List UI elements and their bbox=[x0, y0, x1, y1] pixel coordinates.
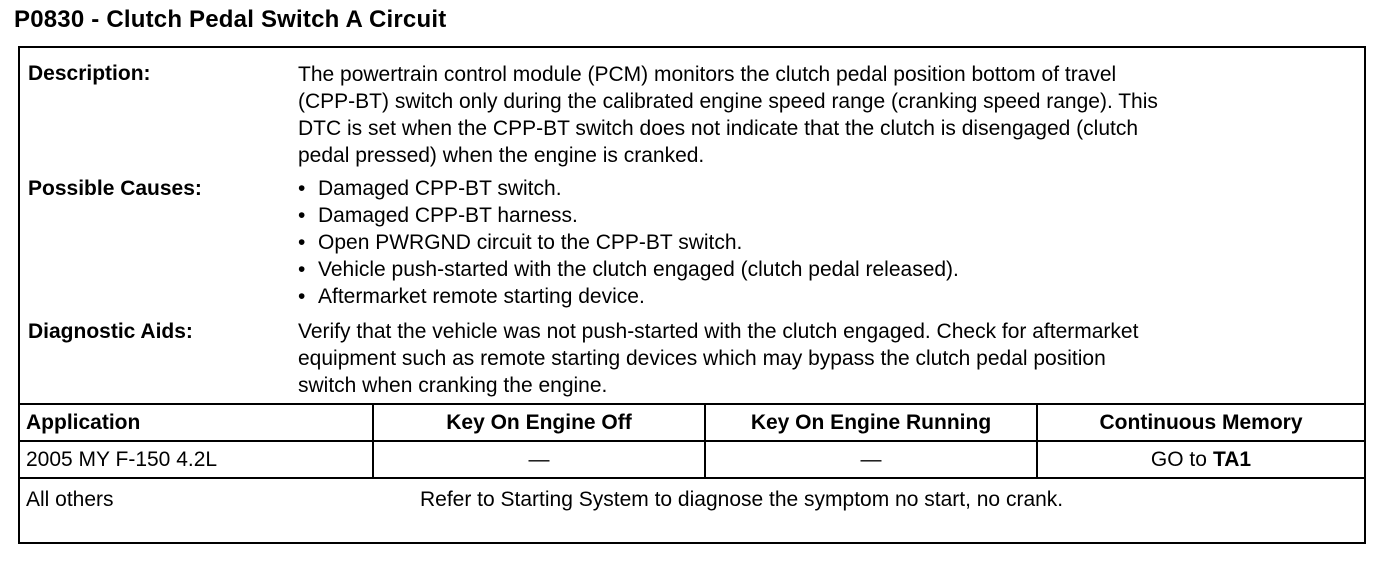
koeo-cell: — bbox=[528, 448, 550, 471]
table-header-border bbox=[20, 440, 1364, 442]
cause-text: Damaged CPP-BT harness. bbox=[318, 204, 578, 227]
description-line: The powertrain control module (PCM) monitors the clutch pedal position bottom of travel bbox=[298, 63, 1117, 86]
diagnostic-aids-line: Verify that the vehicle was not push-started with the clutch engaged. Check for aftermarket bbox=[298, 320, 1139, 343]
list-item bbox=[298, 229, 1358, 256]
description-line: (CPP-BT) switch only during the calibrated engine speed range (cranking speed range). This bbox=[298, 90, 1158, 113]
header-continuous-memory: Continuous Memory bbox=[1099, 411, 1303, 434]
description-label: Description: bbox=[28, 62, 151, 85]
description-text bbox=[298, 61, 1358, 169]
cause-text: Vehicle push-started with the clutch engaged (clutch pedal released). bbox=[318, 258, 959, 281]
list-item bbox=[298, 283, 1358, 310]
page-title: P0830 - Clutch Pedal Switch A Circuit bbox=[14, 6, 447, 33]
possible-causes-list bbox=[298, 175, 1358, 310]
possible-causes-label: Possible Causes: bbox=[28, 177, 202, 200]
application-cell: 2005 MY F-150 4.2L bbox=[26, 448, 218, 471]
go-to-text: GO to bbox=[1150, 448, 1207, 471]
diagnostic-aids-label: Diagnostic Aids: bbox=[28, 320, 193, 343]
diagnostic-aids-line: equipment such as remote starting devices which may bypass the clutch pedal position bbox=[298, 347, 1106, 370]
table-row-border bbox=[20, 477, 1364, 479]
diagnostic-aids-text bbox=[298, 318, 1358, 399]
table-top-border bbox=[20, 403, 1364, 405]
header-koer: Key On Engine Running bbox=[750, 411, 992, 434]
bullet-icon: • bbox=[298, 204, 306, 227]
application-cell: All others bbox=[26, 488, 114, 511]
bullet-icon: • bbox=[298, 285, 306, 308]
cause-text: Damaged CPP-BT switch. bbox=[318, 177, 562, 200]
cause-text: Open PWRGND circuit to the CPP-BT switch. bbox=[318, 231, 743, 254]
bullet-icon: • bbox=[298, 258, 306, 281]
bullet-icon: • bbox=[298, 177, 306, 200]
koer-cell: — bbox=[860, 448, 882, 471]
pinpoint-test-link[interactable]: TA1 bbox=[1212, 448, 1252, 471]
header-application: Application bbox=[26, 411, 141, 434]
bullet-icon: • bbox=[298, 231, 306, 254]
diagnostic-aids-line: switch when cranking the engine. bbox=[298, 374, 608, 397]
continuous-memory-cell bbox=[1038, 448, 1364, 472]
dtc-info-box bbox=[18, 46, 1366, 544]
list-item bbox=[298, 175, 1358, 202]
description-line: pedal pressed) when the engine is cranked. bbox=[298, 144, 705, 167]
list-item bbox=[298, 256, 1358, 283]
all-others-note: Refer to Starting System to diagnose the symptom no start, no crank. bbox=[420, 488, 1064, 511]
header-koeo: Key On Engine Off bbox=[446, 411, 632, 434]
cause-text: Aftermarket remote starting device. bbox=[318, 285, 645, 308]
description-line: DTC is set when the CPP-BT switch does not indicate that the clutch is disengaged (clutch bbox=[298, 117, 1139, 140]
list-item bbox=[298, 202, 1358, 229]
